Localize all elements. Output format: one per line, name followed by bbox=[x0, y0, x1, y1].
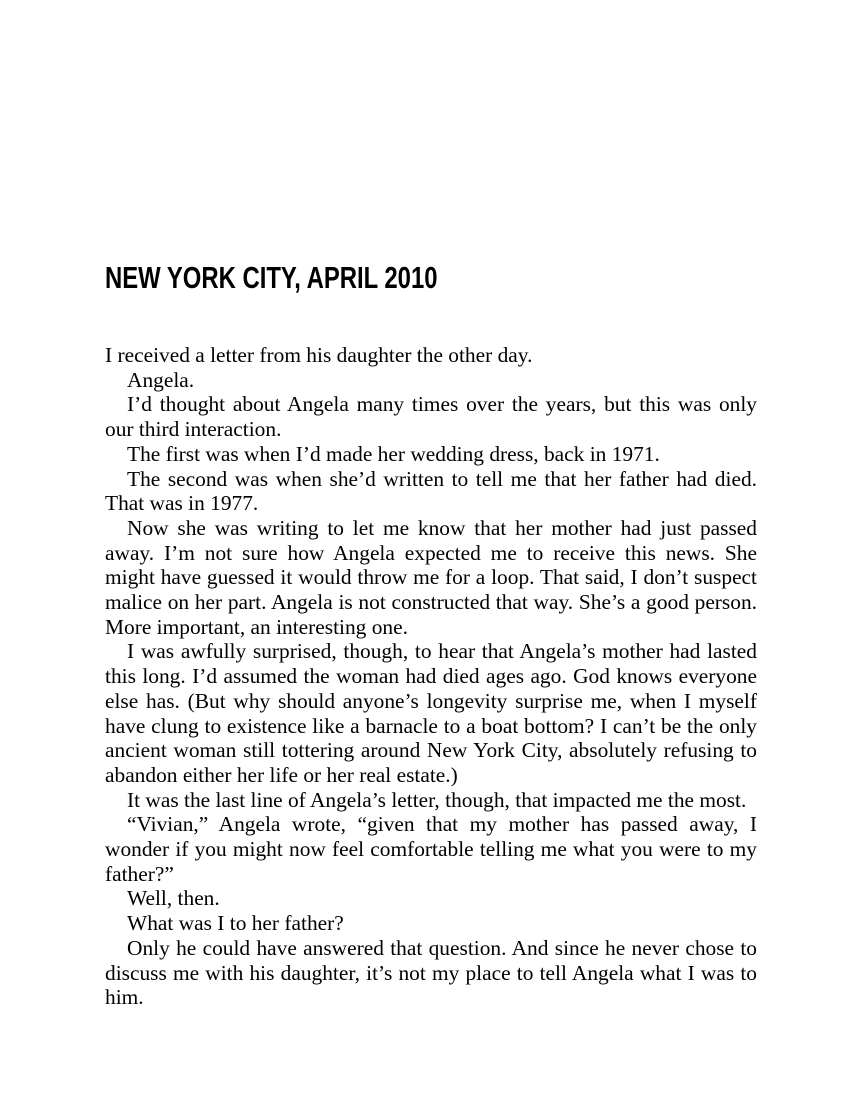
paragraph: It was the last line of Angela’s letter, though, that impacted me the most. bbox=[127, 787, 747, 812]
paragraph: Angela. bbox=[127, 367, 195, 392]
chapter-heading: NEW YORK CITY, APRIL 2010 bbox=[105, 260, 438, 295]
paragraph: Now she was writing to let me know that her mother had just passed away. I’m not sure how Angela expected me to receive this news. She might have guessed it would throw me for a loop. That said, I don’t suspect malice on her part. Angela is not constructed that way. She’s a good person. More important, an interesting one. bbox=[105, 515, 757, 639]
paragraph: The second was when she’d written to tell me that her father had died. That was in 1977. bbox=[105, 466, 757, 516]
paragraph: I’d thought about Angela many times over the years, but this was only our third interaction. bbox=[105, 392, 757, 442]
paragraph: The first was when I’d made her wedding dress, back in 1971. bbox=[127, 441, 660, 466]
paragraph: “Vivian,” Angela wrote, “given that my mother has passed away, I wonder if you might now feel comfortable telling me what you were to my father?” bbox=[105, 812, 757, 886]
paragraph: Well, then. bbox=[127, 886, 220, 911]
body-text bbox=[105, 343, 757, 1010]
paragraph: What was I to her father? bbox=[127, 911, 344, 936]
paragraph: Only he could have answered that question. And since he never chose to discuss me with his daughter, it’s not my place to tell Angela what I was to him. bbox=[105, 935, 757, 1010]
paragraph: I received a letter from his daughter the other day. bbox=[105, 343, 533, 367]
paragraph: I was awfully surprised, though, to hear that Angela’s mother had lasted this long. I’d assumed the woman had died ages ago. God knows everyone else has. (But why should anyone’s longevity surprise me, when I myself have clung to existence like a barnacle to a boat bottom? I can’t be the only ancient woman still tottering around New York City, absolutely refusing to abandon either her life or her real estate.) bbox=[105, 639, 757, 787]
